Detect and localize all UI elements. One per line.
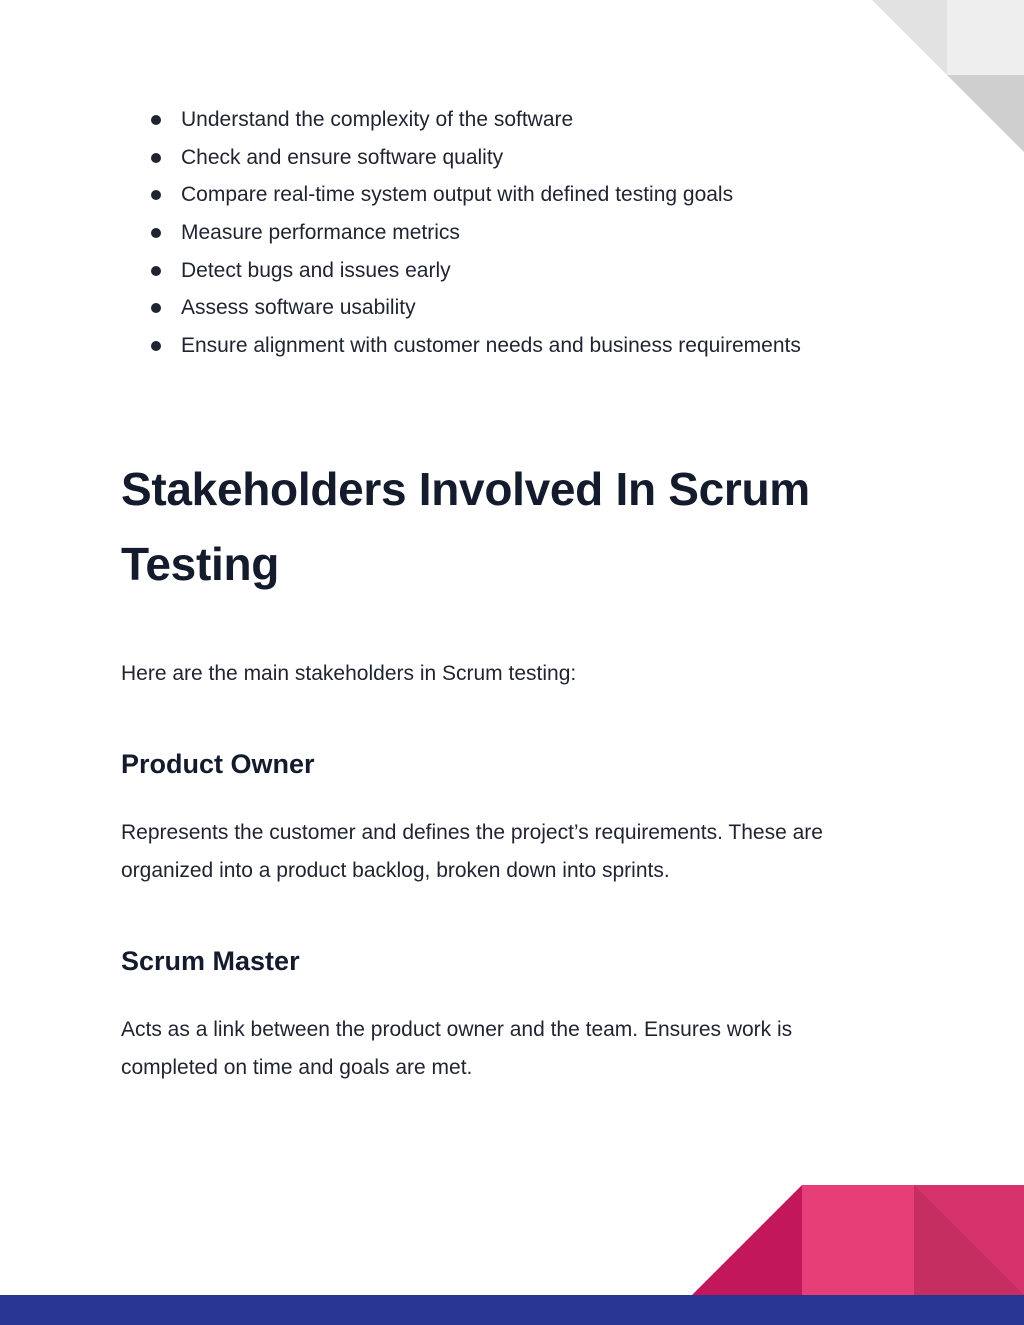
corner-dark-triangle [947,75,1024,152]
product-owner-line2: organized into a product backlog, broken down into sprints. [121,859,670,882]
bullet-icon [151,341,161,351]
bullet-icon [151,115,161,125]
list-item: Assess software usability [151,289,911,327]
bottom-corner-decoration [692,1185,1024,1295]
list-item: Compare real-time system output with defined testing goals [151,176,911,214]
list-item: Measure performance metrics [151,214,911,252]
product-owner-line1: Represents the customer and defines the project’s requirements. These are [121,821,823,844]
list-item: Ensure alignment with customer needs and business requirements [151,327,911,365]
corner-light-square [947,0,1024,75]
list-item: Detect bugs and issues early [151,252,911,290]
corner-mid-triangle [872,0,947,75]
list-item: Understand the complexity of the software [151,101,911,139]
section-title [121,452,881,602]
bullet-icon [151,266,161,276]
bullet-icon [151,228,161,238]
bullet-icon [151,190,161,200]
list-item: Check and ensure software quality [151,139,911,177]
section-title-line2: Testing [121,538,280,590]
intro-paragraph: Here are the main stakeholders in Scrum testing: [121,662,577,685]
bullet-list [151,101,911,365]
bullet-icon [151,153,161,163]
product-owner-description [121,814,891,890]
scrum-master-description [121,1011,891,1087]
scrum-master-heading: Scrum Master [121,946,300,976]
pink-square [802,1185,914,1295]
section-title-line1: Stakeholders Involved In Scrum [121,463,810,515]
crimson-triangle [692,1185,802,1295]
bullet-icon [151,303,161,313]
scrum-master-line1: Acts as a link between the product owner and the team. Ensures work is [121,1018,793,1041]
scrum-master-line2: completed on time and goals are met. [121,1056,473,1079]
footer-bar [0,1295,1024,1325]
product-owner-heading: Product Owner [121,749,315,779]
